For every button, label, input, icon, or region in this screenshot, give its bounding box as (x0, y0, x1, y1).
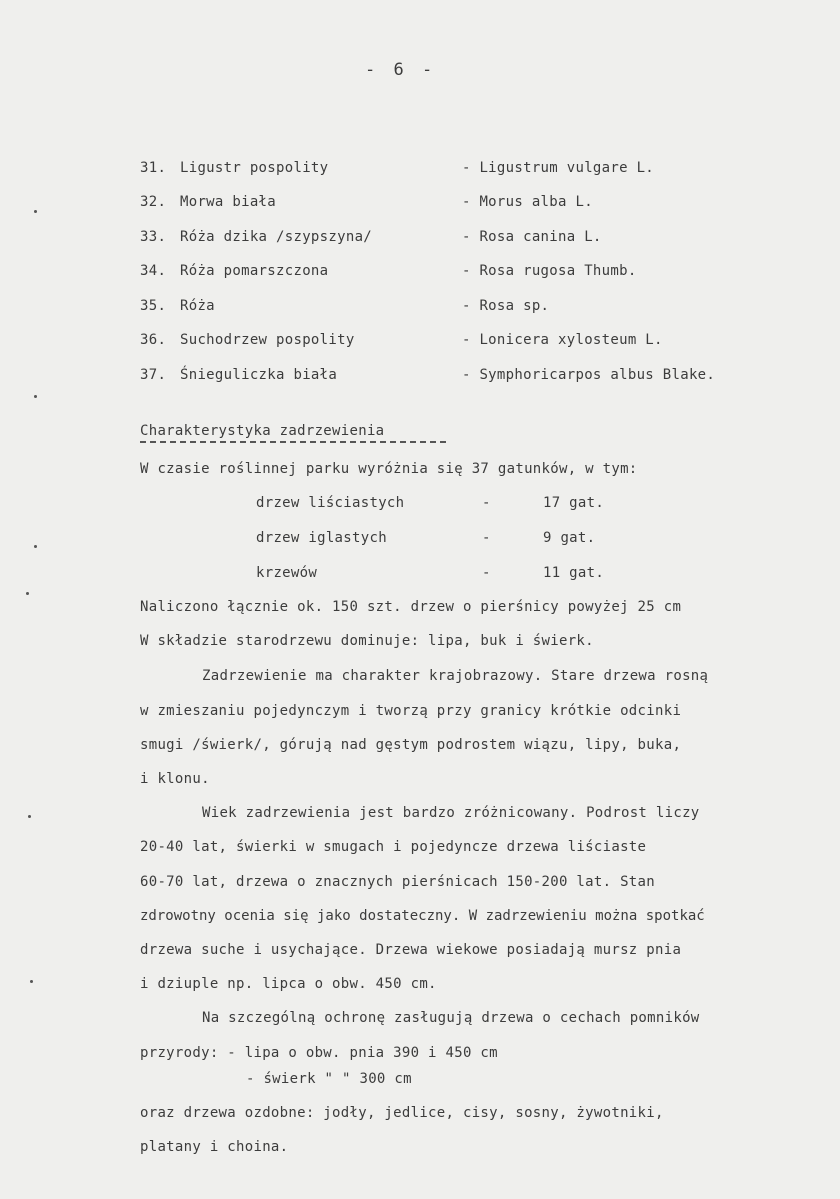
count-dash: - (482, 530, 491, 546)
count-dash: - (482, 565, 491, 581)
margin-mark (34, 395, 37, 398)
species-number: 31. (140, 160, 167, 176)
species-latin-name: - Morus alba L. (462, 194, 593, 210)
text-line: oraz drzewa ozdobne: jodły, jedlice, cisy, sosny, żywotniki, (140, 1105, 664, 1121)
text-line: i dziuple np. lipca o obw. 450 cm. (140, 976, 437, 992)
count-value: 17 gat. (543, 495, 605, 511)
text-line: drzewa suche i usychające. Drzewa wiekowe posiadają mursz pnia (140, 942, 682, 958)
species-polish-name: Róża pomarszczona (180, 263, 329, 279)
text-line: 20-40 lat, świerki w smugach i pojedyncze drzewa liściaste (140, 839, 647, 855)
text-line: przyrody: - lipa o obw. pnia 390 i 450 cm (140, 1045, 498, 1061)
margin-mark (34, 545, 37, 548)
species-number: 35. (140, 298, 167, 314)
species-latin-name: - Rosa rugosa Thumb. (462, 263, 637, 279)
margin-mark (28, 815, 31, 818)
text-line: zdrowotny ocenia się jako dostateczny. W zadrzewieniu można spotkać (140, 908, 705, 924)
text-line: Na szczególną ochronę zasługują drzewa o cechach pomników (202, 1010, 700, 1026)
text-line: platany i choina. (140, 1139, 289, 1155)
species-polish-name: Morwa biała (180, 194, 277, 210)
section-heading: Charakterystyka zadrzewienia (140, 423, 385, 439)
heading-underline (140, 441, 446, 443)
text-line: Naliczono łącznie ok. 150 szt. drzew o pierśnicy powyżej 25 cm (140, 599, 682, 615)
text-line: w zmieszaniu pojedynczym i tworzą przy granicy krótkie odcinki (140, 703, 682, 719)
species-latin-name: - Rosa canina L. (462, 229, 602, 245)
species-polish-name: Róża (180, 298, 215, 314)
text-line: Wiek zadrzewienia jest bardzo zróżnicowany. Podrost liczy (202, 805, 700, 821)
species-polish-name: Róża dzika /szypszyna/ (180, 229, 373, 245)
count-label: drzew liściastych (256, 495, 405, 511)
species-latin-name: - Rosa sp. (462, 298, 550, 314)
text-line: Zadrzewienie ma charakter krajobrazowy. Stare drzewa rosną (202, 668, 709, 684)
species-number: 36. (140, 332, 167, 348)
species-number: 37. (140, 367, 167, 383)
summary-intro: W czasie roślinnej parku wyróżnia się 37 gatunków, w tym: (140, 461, 638, 477)
species-latin-name: - Ligustrum vulgare L. (462, 160, 655, 176)
margin-mark (26, 592, 29, 595)
species-number: 32. (140, 194, 167, 210)
species-latin-name: - Symphoricarpos albus Blake. (462, 367, 716, 383)
text-line: i klonu. (140, 771, 210, 787)
count-value: 9 gat. (543, 530, 596, 546)
species-number: 34. (140, 263, 167, 279)
species-polish-name: Suchodrzew pospolity (180, 332, 355, 348)
species-latin-name: - Lonicera xylosteum L. (462, 332, 663, 348)
count-label: drzew iglastych (256, 530, 387, 546)
species-polish-name: Śnieguliczka biała (180, 367, 338, 383)
margin-mark (30, 980, 33, 983)
count-label: krzewów (256, 565, 318, 581)
margin-mark (34, 210, 37, 213)
count-dash: - (482, 495, 491, 511)
text-line: smugi /świerk/, górują nad gęstym podrostem wiązu, lipy, buka, (140, 737, 682, 753)
text-line: 60-70 lat, drzewa o znacznych pierśnicach 150-200 lat. Stan (140, 874, 655, 890)
page-number: - 6 - (365, 60, 437, 80)
count-value: 11 gat. (543, 565, 605, 581)
species-number: 33. (140, 229, 167, 245)
species-polish-name: Ligustr pospolity (180, 160, 329, 176)
text-line: - świerk " " 300 cm (246, 1071, 412, 1087)
text-line: W składzie starodrzewu dominuje: lipa, buk i świerk. (140, 633, 594, 649)
